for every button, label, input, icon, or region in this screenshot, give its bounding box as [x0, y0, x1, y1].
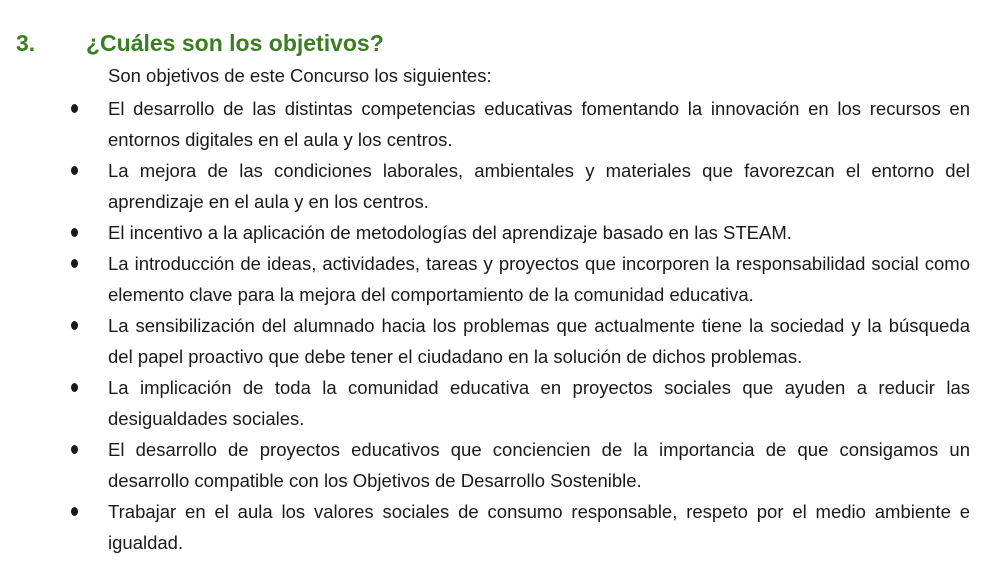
list-item-text: El desarrollo de las distintas competencias educativas fomentando la innovación en los recursos en entornos digitales en el aula y los centros. — [108, 98, 970, 150]
bullet-icon — [71, 166, 78, 175]
intro-text: Son objetivos de este Concurso los siguientes: — [108, 65, 492, 86]
list-item — [0, 310, 970, 372]
list-item — [0, 248, 970, 310]
bullet-icon — [71, 259, 78, 268]
list-item-text: La mejora de las condiciones laborales, ambientales y materiales que favorezcan el entorno del aprendizaje en el aula y en los centros. — [108, 160, 970, 212]
section-heading — [16, 26, 384, 60]
bullet-icon — [71, 321, 78, 330]
bullet-icon — [71, 228, 78, 237]
list-item-text: Trabajar en el aula los valores sociales de consumo responsable, respeto por el medio ambiente e igualdad. — [108, 501, 970, 553]
bullet-icon — [71, 445, 78, 454]
list-item — [0, 155, 970, 217]
section-number: 3. — [16, 29, 36, 56]
list-item-text: La implicación de toda la comunidad educativa en proyectos sociales que ayuden a reducir las desigualdades sociales. — [108, 377, 970, 429]
bullet-icon — [71, 104, 78, 113]
bullet-icon — [71, 383, 78, 392]
bullet-icon — [71, 507, 78, 516]
list-item — [0, 434, 970, 496]
list-item — [0, 372, 970, 434]
list-item-text: El incentivo a la aplicación de metodologías del aprendizaje basado en las STEAM. — [108, 222, 792, 243]
list-item-text: La sensibilización del alumnado hacia los problemas que actualmente tiene la sociedad y la búsqueda del papel proactivo que debe tener el ciudadano en la solución de dichos problemas. — [108, 315, 970, 367]
list-item — [0, 217, 970, 248]
objectives-list — [0, 93, 1003, 558]
list-item-text: El desarrollo de proyectos educativos que conciencien de la importancia de que consigamos un desarrollo compatible con los Objetivos de Desarrollo Sostenible. — [108, 439, 970, 491]
list-item — [0, 496, 970, 558]
list-item-text: La introducción de ideas, actividades, tareas y proyectos que incorporen la responsabilidad social como elemento clave para la mejora del comportamiento de la comunidad educativa. — [108, 253, 970, 305]
section-title: ¿Cuáles son los objetivos? — [86, 29, 384, 56]
list-item — [0, 93, 970, 155]
